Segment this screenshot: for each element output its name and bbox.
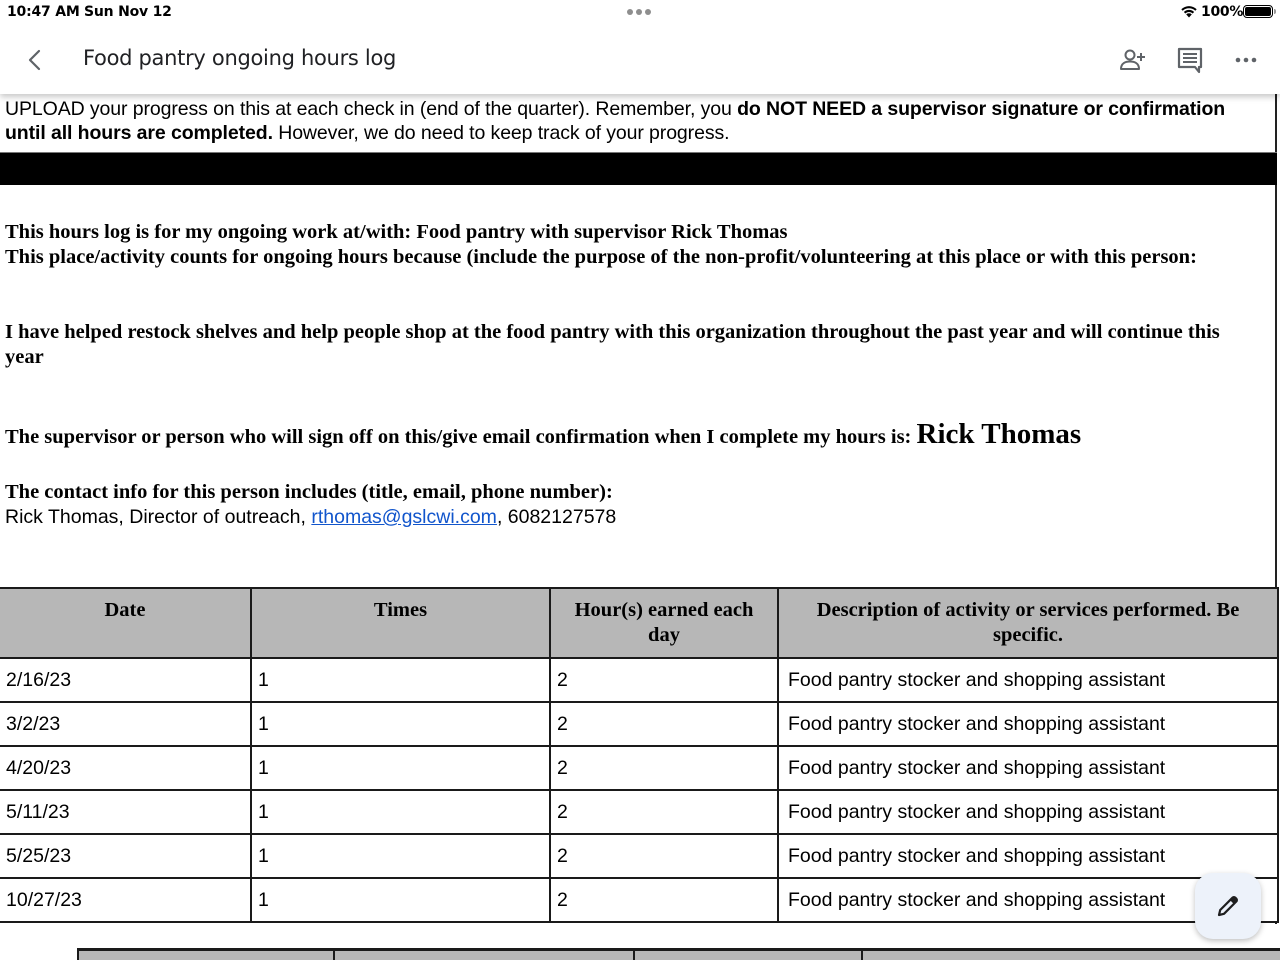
status-time: 10:47 AM [7,4,80,20]
cell-description[interactable]: Food pantry stocker and shopping assistant [778,702,1278,746]
more-icon[interactable] [1230,44,1262,76]
cell-times[interactable]: 1 [251,834,550,878]
contact-phone: , 6082127578 [496,506,617,528]
cell-times[interactable]: 1 [251,790,550,834]
cell-description[interactable]: Food pantry stocker and shopping assistant [778,834,1278,878]
header-date: Date [0,588,251,658]
cell-date[interactable]: 2/16/23 [0,658,251,702]
header-hours: Hour(s) earned each day [550,588,778,658]
upload-text: UPLOAD your progress on this at each check in (end of the quarter). Remember, you [5,98,738,120]
cell-date[interactable]: 10/27/23 [0,878,251,922]
battery-icon [1243,5,1273,18]
cell-hours[interactable]: 2 [550,790,778,834]
cell-description[interactable]: Food pantry stocker and shopping assistant [778,658,1278,702]
cell-date[interactable]: 5/11/23 [0,790,251,834]
wifi-icon [1180,4,1198,18]
add-person-icon[interactable] [1117,44,1149,76]
black-divider-bar [0,152,1277,185]
contact-label: The contact info for this person includes (title, email, phone number): [5,481,613,503]
cell-description[interactable]: Food pantry stocker and shopping assistant [778,746,1278,790]
cell-date[interactable]: 3/2/23 [0,702,251,746]
header-times: Times [251,588,550,658]
supervisor-label: The supervisor or person who will sign off on this/give email confirmation when I complete my hours is: [5,426,917,448]
cell-times[interactable]: 1 [251,702,550,746]
edit-fab-button[interactable] [1195,873,1261,939]
status-date: Sun Nov 12 [84,4,172,20]
cell-hours[interactable]: 2 [550,834,778,878]
cell-date[interactable]: 5/25/23 [0,834,251,878]
email-link[interactable]: rthomas@gslcwi.com [311,506,497,528]
cell-description[interactable]: Food pantry stocker and shopping assistant [778,790,1278,834]
table-header-row [0,588,1278,658]
table-row [0,790,1278,834]
pencil-icon [1213,891,1243,921]
contact-info [5,505,616,529]
counts-text: This place/activity counts for ongoing hours because (include the purpose of the non-profit/volunteering at this place or with this person: [5,246,1197,268]
cell-hours[interactable]: 2 [550,702,778,746]
cell-times[interactable]: 1 [251,746,550,790]
work-at-text: This hours log is for my ongoing work at/with: Food pantry with supervisor Rick Thomas [5,221,788,243]
work-at-line [5,220,1255,270]
table-row [0,878,1278,922]
table-row [0,834,1278,878]
cell-date[interactable]: 4/20/23 [0,746,251,790]
upload-text-end: However, we do need to keep track of your progress. [272,122,730,144]
multitasking-dots-icon[interactable] [627,9,651,15]
table-row [0,746,1278,790]
battery-percent: 100% [1201,4,1244,20]
back-icon[interactable] [22,46,50,74]
header-description: Description of activity or services performed. Be specific. [778,588,1278,658]
document-canvas[interactable] [0,94,1280,960]
upload-instructions [5,97,1265,145]
comment-icon[interactable] [1174,44,1206,76]
helped-line: I have helped restock shelves and help people shop at the food pantry with this organization throughout the past year and will continue this year [5,321,1220,368]
upload-bold-text: do NOT NEED a supervisor signature or confirmation until all hours are completed. [5,98,1226,144]
supervisor-name: Rick Thomas [916,418,1082,450]
cell-times[interactable]: 1 [251,658,550,702]
app-bar [0,24,1280,94]
cell-description[interactable]: Food pantry stocker and shopping assistant [778,878,1278,922]
table-row [0,658,1278,702]
cell-hours[interactable]: 2 [550,746,778,790]
table-row [0,702,1278,746]
contact-prefix: Rick Thomas, Director of outreach, [5,506,312,528]
status-bar [0,0,1280,24]
cell-hours[interactable]: 2 [550,658,778,702]
document-title: Food pantry ongoing hours log [83,46,397,70]
second-table-header-partial [77,948,1280,960]
cell-hours[interactable]: 2 [550,878,778,922]
cell-times[interactable]: 1 [251,878,550,922]
supervisor-line [5,418,1265,450]
hours-log-table [0,587,1279,923]
